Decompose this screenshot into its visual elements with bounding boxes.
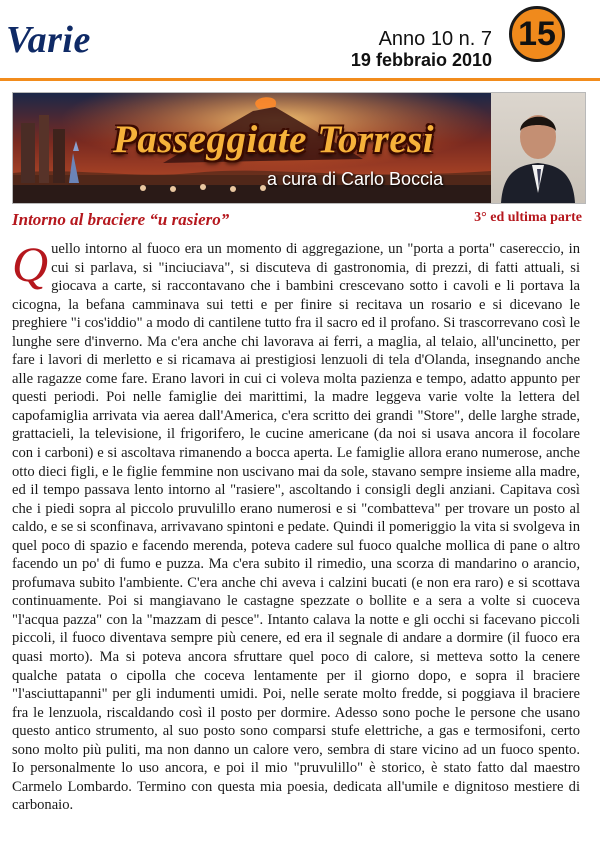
article-title: Intorno al braciere “u rasiero”	[12, 210, 230, 229]
series-part-label: 3° ed ultima parte	[474, 210, 582, 225]
column-byline: a cura di Carlo Boccia	[267, 169, 444, 189]
column-title: Passeggiate Torresi	[113, 118, 435, 161]
author-portrait	[491, 93, 585, 203]
issue-date: 19 febbraio 2010	[350, 50, 492, 70]
author-silhouette-icon	[491, 93, 585, 203]
page-header	[0, 0, 600, 84]
article-body: Quello intorno al fuoco era un momento di aggregazione, un "porta a porta" casereccio, in cui si parlava, si "inciuciava", si discuteva di gastronomia, di prezzi, di fatti attuali, si giocava a carte, si raccontavano che i bambini crescevano sotto i cavoli e li portava la cicogna, la befana camminava sui tetti e per finire si recitava un rosario e si dicevano le preghiere "i cos'iddio" a modo di cantilene tutto fra il sacro ed il profano. Si trascorrevano così le lunghe sere d'inverno. Ma c'era anche chi lavorava ai ferri, a maglia, al telaio, all'uncinetto, per fare i lavori di merletto e si ricamava ai prestigiosi lenzuoli di tela d'Olanda, insegnando anche alle ragazze come fare. Erano lavori in cui ci voleva molta pazienza e tempo, adatto appunto per questi periodi. Poi nelle famiglie dei marittimi, la madre leggeva varie volte la lettera del capofamiglia arrivata via aerea dall'America, c'era scritto dei grandi "Store", delle larghe strade, grattacieli, la televisione, il frigorifero, le cucine americane (da noi si usava ancora il focolare con i carboni) e si ascoltava rimanendo a bocca aperta. Le famiglie allora erano numerose, anche otto dieci figli, e le figlie femmine non uscivano mai da sole, stavano sempre insieme alla madre, ed il tempo passava lento intorno al "rasiere", ascoltando i consigli degli anziani. Capitava così che i piedi sopra al piccolo pruvulillo erano numerosi e si "combatteva" per trovare un posto al caldo, e se si sconfinava, arrivavano spintoni e pedate. Quindi il pomeriggio la vita si svolgeva in quel poco di spazio e facendo merenda, poteva cadere sul fuoco qualche mollica di pane o altro facendo un po' di fumo e puzza. Ma c'era subito il rimedio, una scorza di mandarino o arancio, profumava subito l'ambiente. C'era anche chi aveva i calzini bucati (e non era raro) e si scottava continuamente. Poi si mangiavano le castagne spezzate o bollite e a sera a volte si cuoceva "l'acqua pazza" con la "mazzam di pesce". Intanto calava la notte e gli occhi si facevano piccoli piccoli, il fuoco diventava sempre più cenere, ed era il segnale di andare a dormire (il fuoco era quasi morto). Ma si poteva ancora sfruttare quel poco di calore, si metteva sotto la cenere qualche patata o cipolla che coceva lentamente per il giorno dopo, e sopra il braciere "l'asciuttapanni" per gli indumenti umidi. Poi, nelle serate molto fredde, si poggiava il braciere fra le lenzuola, riscaldando così il posto per dormire. Adesso sono poche le persone che usano questo antico strumento, al suo posto sono comparsi stufe elettriche, a gas e termosifoni, certo sono molto più puliti, ma non danno un calore vero, sembra di stare vicino ad un fuoco spento. Io personalmente lo uso ancora, e poi il mio "pruvulillo" è storico, è stato fatto dal maestro Carmelo Lombardo. Termino con questa mia poesia, dedicata all'umile e dignitoso mestiere di carbonaio.	[12, 236, 580, 814]
header-divider	[0, 78, 600, 81]
page-number-badge	[509, 6, 565, 62]
issue-number: Anno 10 n. 7	[378, 28, 492, 50]
page-number: 15	[518, 14, 556, 53]
column-banner	[12, 92, 586, 204]
section-title: Varie	[6, 19, 91, 61]
